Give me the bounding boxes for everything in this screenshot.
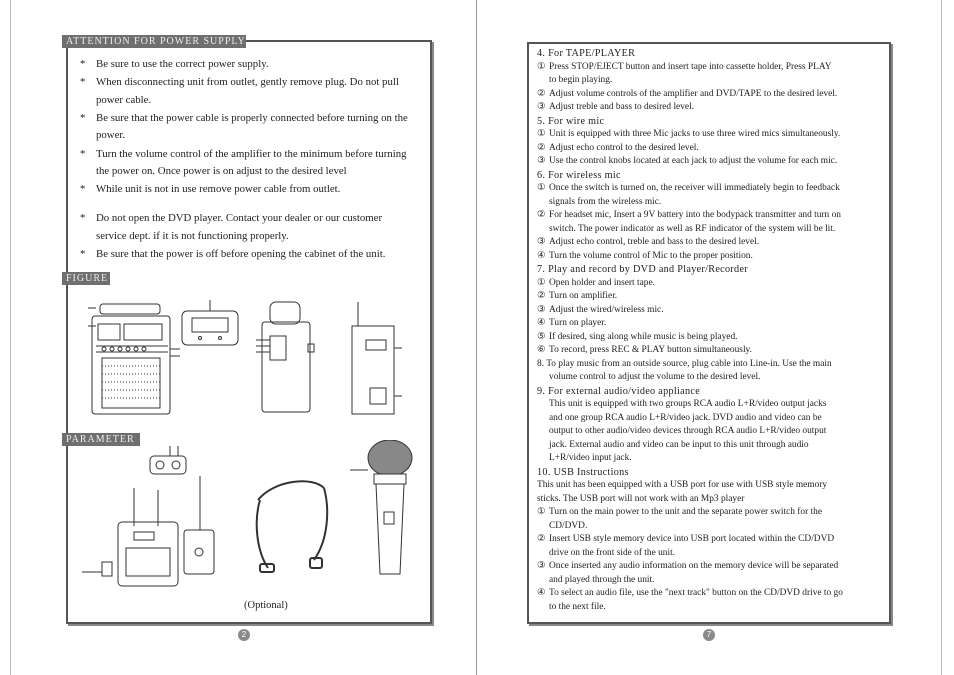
step-number: ③ <box>537 304 546 315</box>
instructions-column <box>537 47 889 614</box>
line-text: This unit is equipped with two groups RCA audio L+R/video output jacks <box>549 399 827 409</box>
step-number: ③ <box>537 237 546 247</box>
step-number: ① <box>537 61 546 72</box>
warning-item <box>80 126 420 144</box>
page-edge-right <box>941 0 942 675</box>
line-text: to the next file. <box>549 601 606 612</box>
step-number: ② <box>537 291 546 301</box>
line-text: Adjust volume controls of the amplifier and DVD/TAPE to the desired level. <box>549 88 838 99</box>
line-text: output to other audio/video devices through RCA audio L+R/video output <box>549 426 827 436</box>
instruction-line <box>537 209 889 223</box>
instruction-line <box>537 304 889 318</box>
instruction-line <box>537 277 889 291</box>
line-text: Turn the volume control of Mic to the proper position. <box>549 250 753 261</box>
line-text: signals from the wireless mic. <box>549 196 662 207</box>
line-text: To select an audio file, use the "next track" button on the CD/DVD drive to go <box>549 588 843 598</box>
step-number: ④ <box>537 588 546 598</box>
instruction-line <box>537 412 889 426</box>
instruction-line <box>537 236 889 250</box>
power-supply-heading: ATTENTION FOR POWER SUPPLY <box>62 35 246 48</box>
line-text: Press STOP/EJECT button and insert tape into cassette holder, Press PLAY <box>549 61 832 72</box>
section-heading <box>537 47 889 61</box>
bullet: * <box>80 76 86 88</box>
unit-side-view-drawing <box>256 302 314 412</box>
instruction-line <box>537 223 889 237</box>
unit-top-view-drawing <box>182 300 238 345</box>
line-text: Once the switch is turned on, the receiver will immediately begin to feedback <box>549 183 840 193</box>
step-number: ① <box>537 183 546 193</box>
instruction-line <box>537 520 889 534</box>
step-number: ⑤ <box>537 331 546 342</box>
instruction-line <box>537 88 889 102</box>
line-text: To record, press REC & PLAY button simultaneously. <box>549 345 752 355</box>
handheld-mic-drawing <box>350 440 412 574</box>
step-number: ④ <box>537 250 546 261</box>
line-text: 8. To play music from an outside source, plug cable into Line-in. Use the main <box>537 358 832 369</box>
warning-item <box>80 145 420 163</box>
instruction-line <box>537 587 889 601</box>
warning-item <box>80 109 420 127</box>
line-text: Adjust echo control, treble and bass to the desired level. <box>549 237 760 247</box>
instruction-line <box>537 155 889 169</box>
line-text: 7. Play and record by DVD and Player/Recorder <box>537 264 748 275</box>
line-text: drive on the front side of the unit. <box>549 547 676 558</box>
warning-text: Be sure that the power cable is properly connected before turning on the <box>96 112 408 124</box>
receiver-drawing <box>82 488 178 586</box>
warning-text: the power on. Once power is on adjust to the desired level <box>96 165 347 177</box>
line-text: Open holder and insert tape. <box>549 277 655 288</box>
line-text: Turn on the main power to the unit and the separate power switch for the <box>549 507 823 517</box>
line-text: volume control to adjust the volume to the desired level. <box>549 372 761 382</box>
warning-text: When disconnecting unit from outlet, gently remove plug. Do not pull <box>96 76 399 88</box>
instruction-line <box>537 439 889 453</box>
instruction-line <box>537 101 889 115</box>
line-text: Use the control knobs located at each jack to adjust the volume for each mic. <box>549 156 838 166</box>
warning-text: While unit is not in use remove power cable from outlet. <box>96 183 341 195</box>
instruction-line <box>537 344 889 358</box>
line-text: to begin playing. <box>549 75 613 85</box>
warning-item <box>80 227 420 245</box>
instruction-line <box>537 182 889 196</box>
step-number: ③ <box>537 156 546 166</box>
instruction-line <box>537 142 889 156</box>
instruction-line <box>537 74 889 88</box>
instruction-line <box>537 128 889 142</box>
warning-item <box>80 180 420 198</box>
line-text: 10. USB Instructions <box>537 466 629 478</box>
line-text: 6. For wireless mic <box>537 169 621 181</box>
page-number-right: 7 <box>703 629 715 641</box>
instruction-line <box>537 533 889 547</box>
warning-item <box>80 73 420 91</box>
line-text: and played through the unit. <box>549 574 655 585</box>
connector-panel-drawing <box>150 446 186 474</box>
line-text: Adjust treble and bass to desired level. <box>549 102 695 112</box>
line-text: L+R/video input jack. <box>549 453 632 463</box>
instruction-line <box>537 452 889 466</box>
warning-item <box>80 162 420 180</box>
line-text: Adjust the wired/wireless mic. <box>549 304 664 315</box>
line-text: jack. External audio and video can be input to this unit through audio <box>549 439 809 450</box>
instruction-line <box>537 317 889 331</box>
step-number: ① <box>537 277 546 288</box>
line-text: If desired, sing along while music is being played. <box>549 331 738 342</box>
warning-text: Be sure to use the correct power supply. <box>96 58 269 70</box>
warning-text: Turn the volume control of the amplifier to the minimum before turning <box>96 148 407 160</box>
bullet: * <box>80 183 86 195</box>
unit-figure <box>80 296 410 421</box>
section-heading <box>537 385 889 399</box>
warning-text: power cable. <box>96 94 152 106</box>
section-heading <box>537 115 889 129</box>
section-heading <box>537 466 889 480</box>
section-heading <box>537 169 889 183</box>
step-number: ① <box>537 507 546 517</box>
warning-item <box>80 209 420 227</box>
line-text: and one group RCA audio L+R/video jack. DVD audio and video can be <box>549 412 822 423</box>
line-text: CD/DVD. <box>549 520 588 531</box>
unit-back-view-drawing <box>352 302 402 414</box>
accessories-figure <box>78 440 418 600</box>
parameter-heading: PARAMETER <box>62 433 140 446</box>
line-text: Unit is equipped with three Mic jacks to use three wired mics simultaneously. <box>549 129 841 139</box>
line-text: Adjust echo control to the desired level. <box>549 142 699 153</box>
instruction-line <box>537 196 889 210</box>
figure-heading: FIGURE <box>62 272 110 285</box>
step-number: ⑥ <box>537 345 546 355</box>
line-text: 5. For wire mic <box>537 115 605 127</box>
bodypack-transmitter-drawing <box>184 476 214 574</box>
bullet: * <box>80 148 86 160</box>
optional-caption: (Optional) <box>244 600 288 611</box>
instruction-line <box>537 61 889 75</box>
step-number: ① <box>537 129 546 139</box>
line-text: Turn on player. <box>549 318 607 328</box>
spread-fold <box>476 0 477 675</box>
instruction-line <box>537 358 889 372</box>
step-number: ② <box>537 534 546 544</box>
instruction-line <box>537 479 889 493</box>
line-text: This unit has been equipped with a USB port for use with USB style memory <box>537 480 828 490</box>
warning-item <box>80 91 420 109</box>
instruction-line <box>537 493 889 507</box>
instruction-line <box>537 547 889 561</box>
section-heading <box>537 263 889 277</box>
line-text: 4. For TAPE/PLAYER <box>537 48 636 59</box>
bullet: * <box>80 248 86 260</box>
step-number: ③ <box>537 102 546 112</box>
step-number: ② <box>537 210 546 220</box>
line-text: Turn on amplifier. <box>549 291 618 301</box>
instruction-line <box>537 425 889 439</box>
warning-item <box>80 245 420 263</box>
instruction-line <box>537 250 889 264</box>
unit-front-view-drawing <box>88 304 180 414</box>
warning-text: power. <box>96 129 126 141</box>
page-number-left: 2 <box>238 629 250 641</box>
line-text: sticks. The USB port will not work with an Mp3 player <box>537 493 745 504</box>
bullet: * <box>80 212 86 224</box>
instruction-line <box>537 331 889 345</box>
headset-mic-drawing <box>257 481 327 572</box>
line-text: 9. For external audio/video appliance <box>537 385 701 397</box>
instruction-line <box>537 574 889 588</box>
bullet: * <box>80 112 86 124</box>
line-text: Once inserted any audio information on the memory device will be separated <box>549 561 839 571</box>
step-number: ② <box>537 142 546 153</box>
step-number: ③ <box>537 561 546 571</box>
warning-text: service dept. if it is not functioning properly. <box>96 230 289 242</box>
instruction-line <box>537 398 889 412</box>
step-number: ② <box>537 88 546 99</box>
instruction-line <box>537 371 889 385</box>
warning-item <box>80 55 420 73</box>
instruction-line <box>537 601 889 615</box>
line-text: switch. The power indicator as well as RF indicator of the system will be lit. <box>549 223 836 234</box>
instruction-line <box>537 290 889 304</box>
step-number: ④ <box>537 318 546 328</box>
page-edge-left <box>10 0 11 675</box>
warning-text: Do not open the DVD player. Contact your dealer or our customer <box>96 212 383 224</box>
line-text: Insert USB style memory device into USB port located within the CD/DVD <box>549 534 835 544</box>
warning-text: Be sure that the power is off before opening the cabinet of the unit. <box>96 248 386 260</box>
instruction-line <box>537 560 889 574</box>
bullet: * <box>80 58 86 70</box>
instruction-line <box>537 506 889 520</box>
line-text: For headset mic, Insert a 9V battery into the bodypack transmitter and turn on <box>549 210 841 220</box>
